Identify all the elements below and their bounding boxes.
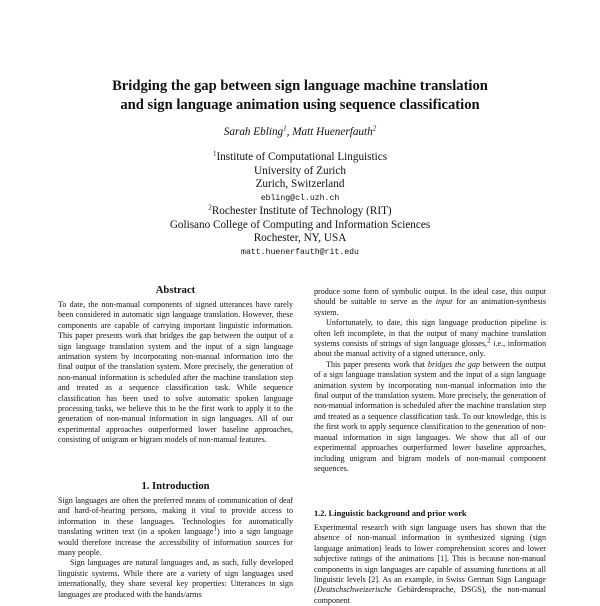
left-column (58, 284, 293, 446)
affiliation-2 (60, 205, 540, 259)
paper-title (40, 77, 560, 115)
affil-1-mark: 1 (212, 149, 217, 158)
abstract-text: To date, the non-manual components of signed utterances have rarely been considered in automatic sign language translation. However, these components are capable of carrying important linguistic information. This paper presents work that bridges the gap between the output of a sign language translation system and the input of a sign language animation system by incorporating non-manual information into the final output of the translation system. More precisely, the generation of non-manual information is scheduled after the machine translation step and treated as a sequence classification task. While sequence classification has been used to solve automatic spoken language processing tasks, we believe this to be the first work to apply it to the generation of non-manual information in sign languages. All of our experimental approaches outperformed lower baseline approaches, consisting of unigram or bigram models of non-manual features. (58, 300, 293, 445)
intro-section (58, 480, 293, 600)
abstract-heading: Abstract (155, 285, 196, 296)
author-2: Matt Huenerfauth (292, 126, 373, 138)
right-paragraph-0: produce some form of symbolic output. In the ideal case, this output should be suitable to serve as the input for an animation-synthesis system. (314, 287, 546, 317)
subsection-heading: 1.2. Linguistic background and prior work (314, 509, 467, 518)
affil-1-line-3: Zurich, Switzerland (255, 178, 345, 190)
affil-1-line-2: University of Zurich (254, 164, 346, 177)
author-1: Sarah Ebling (223, 126, 284, 138)
intro-paragraph-2: Sign languages are natural languages and, as such, fully developed linguistic systems. While there are a variety of sign languages used internationally, they share several key properties: Utterances in sign languages are produced with the hands/arms (58, 558, 293, 599)
intro-paragraph-1: Sign languages are often the preferred means of communication of deaf and hard-of-hearing persons, making it vital to provide access to information in these languages. Technologies for automatically translating written text (in a spoken language$^1$) into a sign language would therefore increase the accessibility of information sources for many people. (58, 496, 293, 558)
affil-1-line-1: $^1$Institute of Computational Linguistics (212, 149, 388, 163)
right-paragraph-2: This paper presents work that bridges the gap between the output of a sign language translation system and the input of a sign language animation system by incorporating non-manual information into the final output of the translation system. More precisely, the generation of non-manual information is scheduled after the machine translation step and treated as a sequence classification task. To our knowledge, this is the first work to apply sequence classification to the generation of non-manual information in sign languages. We show that all of our experimental approaches outperformed lower baseline approaches, including unigram and bigram models of non-manual component sequences. (314, 359, 547, 473)
email-2: matt.huenerfauth@rit.edu (241, 247, 359, 257)
title-line-1: Bridging the gap between sign language machine translation (112, 78, 488, 94)
affil-2-line-3: Rochester, NY, USA (253, 232, 347, 244)
subsection-paragraph: Experimental research with sign language users has shown that the absence of non-manual information in synthesized signing (sign language animation) leads to lower comprehension scores and lower subjective ratings of the animations [1]. This is because non-manual components in sign languages are capable of assuming functions at all linguistic levels [2]. As an example, in Swiss German Sign Language (Deutschschweizerische Gebärdensprache, DSGS), the non-manual component (314, 523, 546, 605)
footnote-mark-2: 2 (487, 336, 491, 345)
affil-2-line-1: $^2$Rochester Institute of Technology (RIT) (208, 203, 392, 217)
title-line-2: and sign language animation using sequence classification (120, 97, 480, 113)
affil-2-mark: 2 (208, 203, 212, 212)
subsection-1-2 (314, 508, 546, 606)
author-2-mark: 2 (372, 124, 377, 133)
right-column (314, 287, 546, 474)
footnote-mark-1: 1 (213, 524, 218, 533)
author-line: Sarah Ebling$^1$, Matt Huenerfauth$^2$ (223, 124, 377, 138)
affil-2-line-2: Golisano College of Computing and Information Sciences (169, 218, 431, 231)
email-1: ebling@cl.uzh.ch (260, 193, 340, 203)
author-1-mark: 1 (283, 124, 287, 133)
intro-heading: 1. Introduction (141, 481, 210, 492)
right-paragraph-1: Unfortunately, to date, this sign language production pipeline is often left incomplete, in that the output of many machine translation systems consists of strings of sign language glosses,$^2$ i.e., information about the manual activity of a signed utterance, only. (314, 318, 547, 359)
affiliation-1 (60, 151, 540, 205)
